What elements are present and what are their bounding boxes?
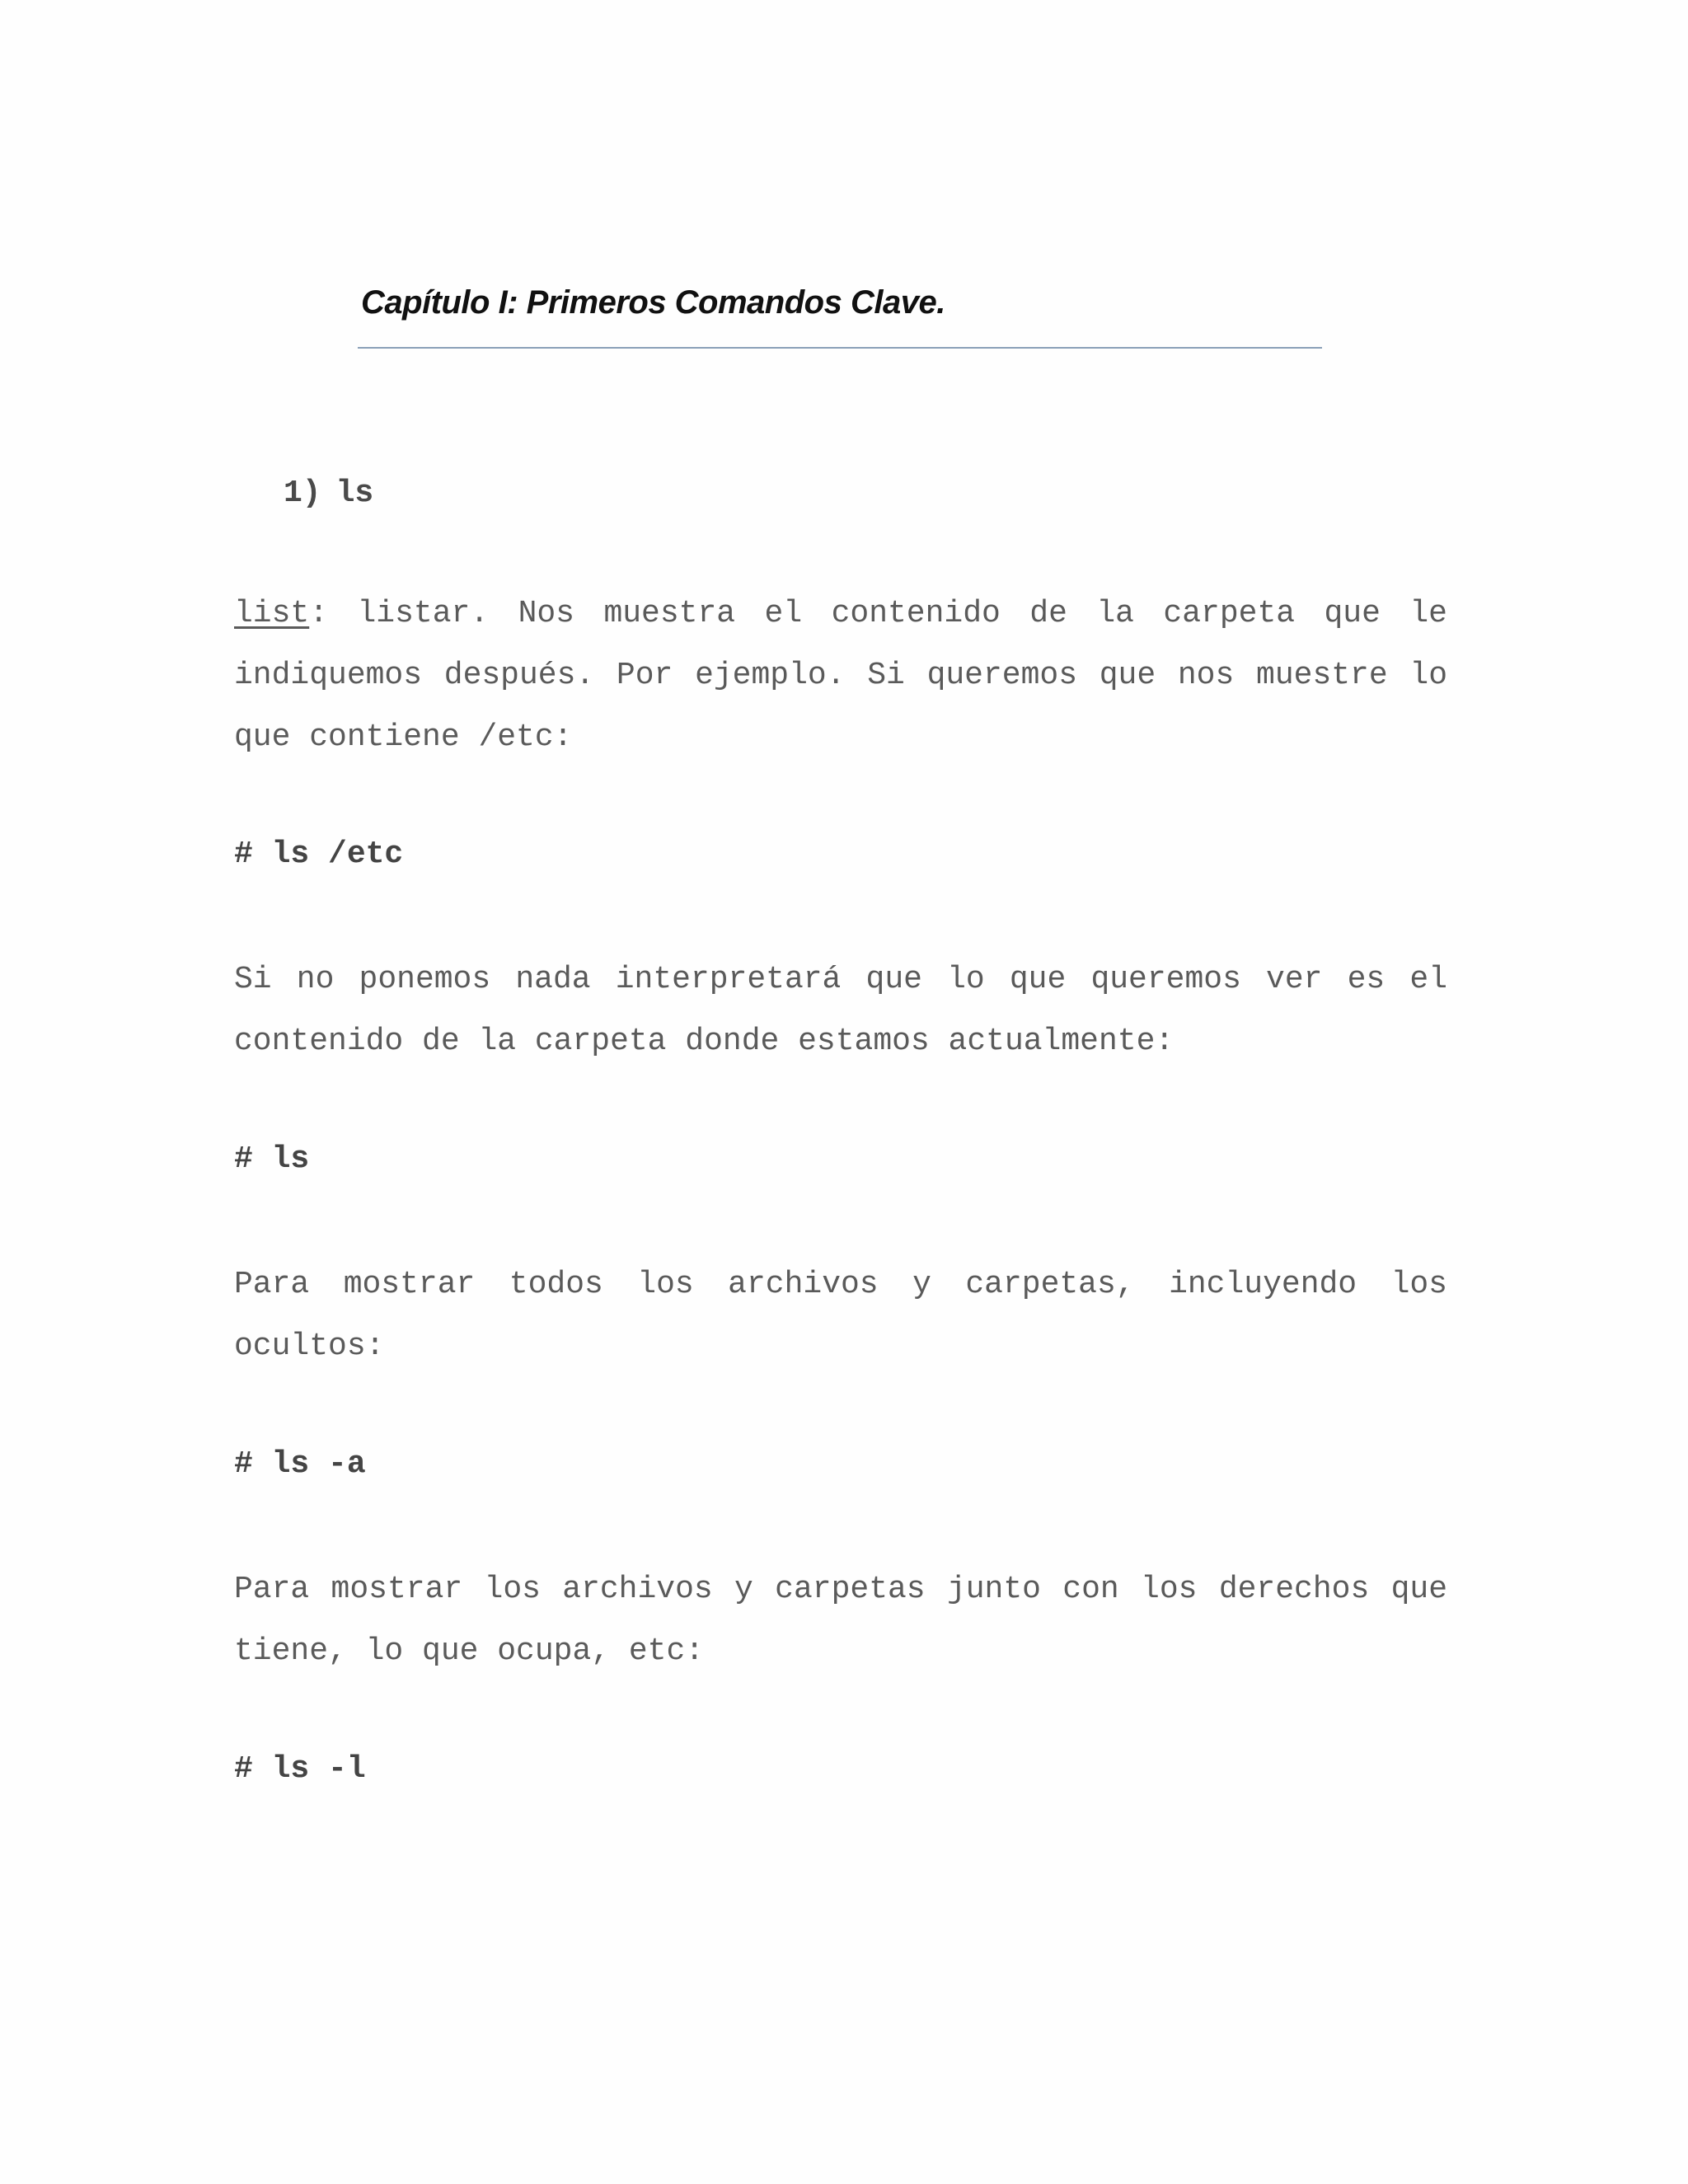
command-ls-a: # ls -a — [234, 1446, 366, 1482]
section-heading — [284, 476, 373, 511]
paragraph-no-argument: Si no ponemos nada interpretará que lo que queremos ver es el contenido de la carpeta donde estamos actualmente: — [234, 962, 1447, 1059]
paragraph-list-description — [234, 583, 1447, 768]
paragraph-long-listing: Para mostrar los archivos y carpetas junto con los derechos que tiene, lo que ocupa, etc: — [234, 1572, 1447, 1669]
term-list: list — [234, 596, 310, 631]
section-command: ls — [335, 476, 374, 511]
paragraph-text: : listar. Nos muestra el contenido de la carpeta que le indiquemos después. Por ejemplo. Si queremos que nos muestre lo que contiene /etc: — [234, 596, 1447, 755]
command-ls-etc: # ls /etc — [234, 837, 404, 872]
chapter-title: Capítulo I: Primeros Comandos Clave. — [361, 284, 945, 321]
command-ls-l: # ls -l — [234, 1751, 366, 1787]
paragraph-show-hidden: Para mostrar todos los archivos y carpetas, incluyendo los ocultos: — [234, 1267, 1447, 1364]
section-number: 1) — [284, 476, 321, 511]
chapter-title-underline — [358, 347, 1322, 349]
command-ls: # ls — [234, 1141, 310, 1177]
